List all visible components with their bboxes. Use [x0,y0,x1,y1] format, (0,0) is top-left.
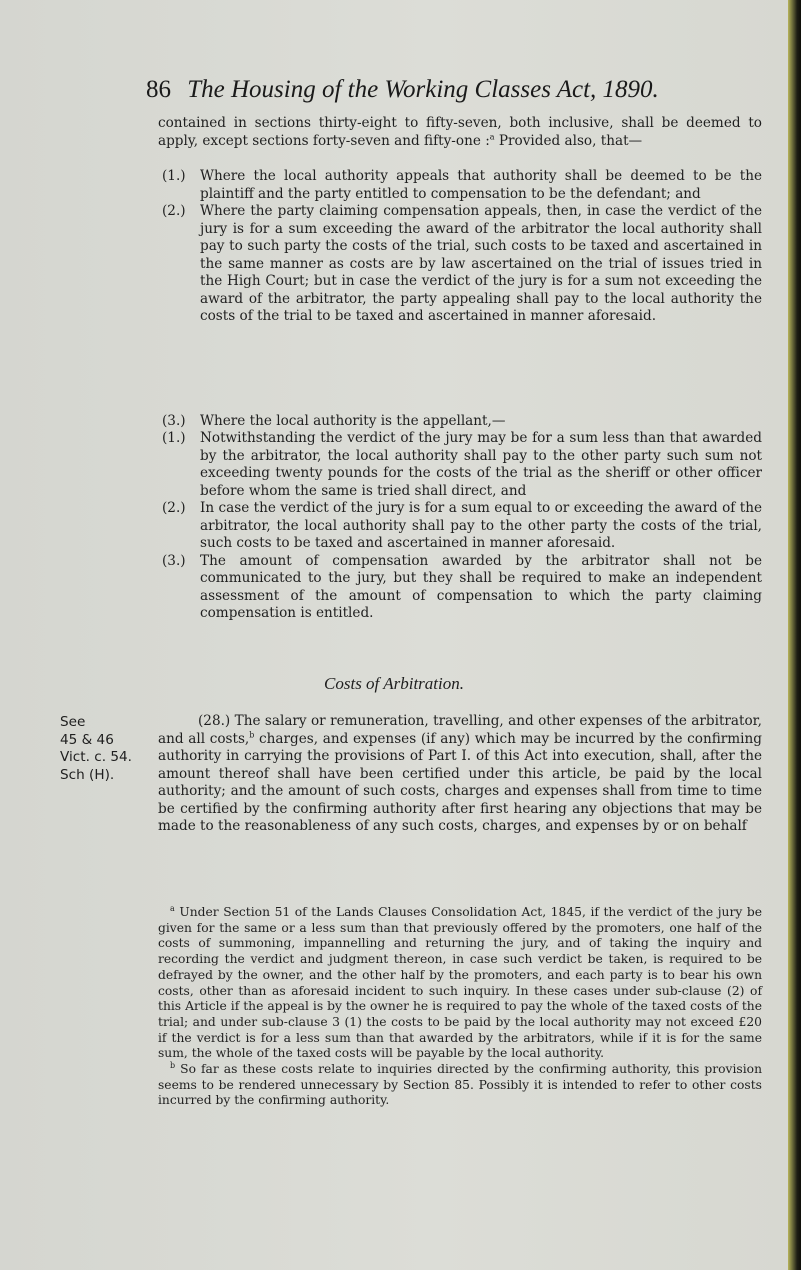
list-item [162,500,762,553]
item-number: (3.) [162,552,186,569]
item-text: Where the party claiming compensation appeals, then, in case the verdict of the jury is for a sum exceeding the award of the arbitrator the local authority shall pay to such party the costs of the trial, such costs to be taxed and ascertained in the same manner as costs are by law ascertained on the trial of issues tried in the High Court; but in case the verdict of the jury is for a sum not exceeding the award of the arbitrator, the party appealing shall pay to the local authority the costs of the trial to be taxed and ascertained in manner aforesaid. [200,203,762,324]
item-number: (2.) [162,203,186,219]
list-item [162,413,762,431]
list-item [162,203,762,326]
item-3-lead [162,413,762,431]
footnote-marker: b [170,1060,176,1070]
item-number: (3.) [162,413,186,429]
list-item [162,430,762,500]
section-28-text-cont: charges, and expenses (if any) which may be incurred by the confirming authority in carrying the provisions of Part I. of this Act into execution, shall, after the amount thereof shall have been certified under this article, be paid by the local authority; and the amount of such costs, charges and expenses shall from time to time be certified by the confirming authority after first hearing any objections that may be made to the reasonableness of any such costs, charges, and expenses by or on behalf [158,730,762,834]
footnote-ref-a: a [489,131,495,141]
running-title: The Housing of the Working Classes Act, 1890. [187,76,659,103]
section-heading: Costs of Arbitration. [324,674,464,693]
item-text: Where the local authority is the appellant,— [200,413,506,429]
item-number: (1.) [162,168,186,184]
footnote-marker: a [170,903,175,913]
item-text: Notwithstanding the verdict of the jury may be for a sum less than that awarded by the arbitrator, the local authority shall pay to the other party such sum not exceeding twenty pounds for the costs of the trial as the sheriff or other officer before whom the same is tried shall direct, and [200,430,762,499]
section-28-paragraph [158,713,762,836]
item-text: In case the verdict of the jury is for a sum equal to or exceeding the award of the arbitrator, the local authority shall pay to the other party the costs of the trial, such costs to be taxed and ascertained in manner aforesaid. [200,500,762,551]
page-edge [788,0,801,1270]
footnote-text: So far as these costs relate to inquiries directed by the confirming authority, this provision seems to be rendered unnecessary by Section 85. Possibly it is intended to refer to other costs incurred by the confirming authority. [158,1062,762,1108]
margin-note-line: Vict. c. 54. [60,749,132,765]
item-text: Where the local authority appeals that authority shall be deemed to be the plaintiff and the party entitled to compensation to be the defendant; and [200,168,762,202]
running-header [146,76,746,104]
footnote-text: Under Section 51 of the Lands Clauses Consolidation Act, 1845, if the verdict of the jury be given for the same or a less sum than that previously offered by the promoters, one half of the costs of summoning, impannelling and returning the jury, and of taking the inquiry and recording the verdict and judgment thereon, in case such verdict be taken, is required to be defrayed by the owner, and the other half by the promoters, and each party is to bear his own costs, other than as aforesaid incident to such inquiry. In these cases under sub-clause (2) of this Article if the appeal is by the owner he is required to pay the whole of the taxed costs of the trial; and under sub-clause 3 (1) the costs to be paid by the local authority may not exceed £20 if the verdict is for a less sum than that awarded by the arbitrators, while if it is for the same sum, the whole of the taxed costs will be payable by the local authority. [158,905,762,1061]
section-28-text: (28.) The salary or remuneration, travelling, and other expenses of the arbitrator, and all costs, [158,713,762,747]
footnote [158,1062,762,1109]
footnotes [158,905,762,1109]
footnote-ref-b: b [249,729,255,739]
margin-note-line: Sch (H). [60,766,115,783]
margin-note-line: See [60,714,86,730]
intro-text: contained in sections thirty-eight to fifty-seven, both inclusive, shall be deemed to apply, except sections forty-seven and fifty-one : [158,115,762,149]
intro-paragraph [158,115,762,150]
item-number: (2.) [162,500,186,516]
intro-tail: Provided also, that— [494,132,643,149]
footnote [158,905,762,1062]
sub-proviso-list [162,430,762,623]
margin-note [60,714,158,784]
item-text: The amount of compensation awarded by the arbitrator shall not be communicated to the jury, but they shall be required to make an independent assessment of the amount of compensation to which the party claiming compensation is entitled. [200,552,762,621]
margin-note-line: 45 & 46 [60,731,114,748]
proviso-list [162,168,762,326]
page-number: 86 [146,76,171,103]
list-item [162,552,762,623]
item-number: (1.) [162,430,186,446]
list-item [162,168,762,203]
